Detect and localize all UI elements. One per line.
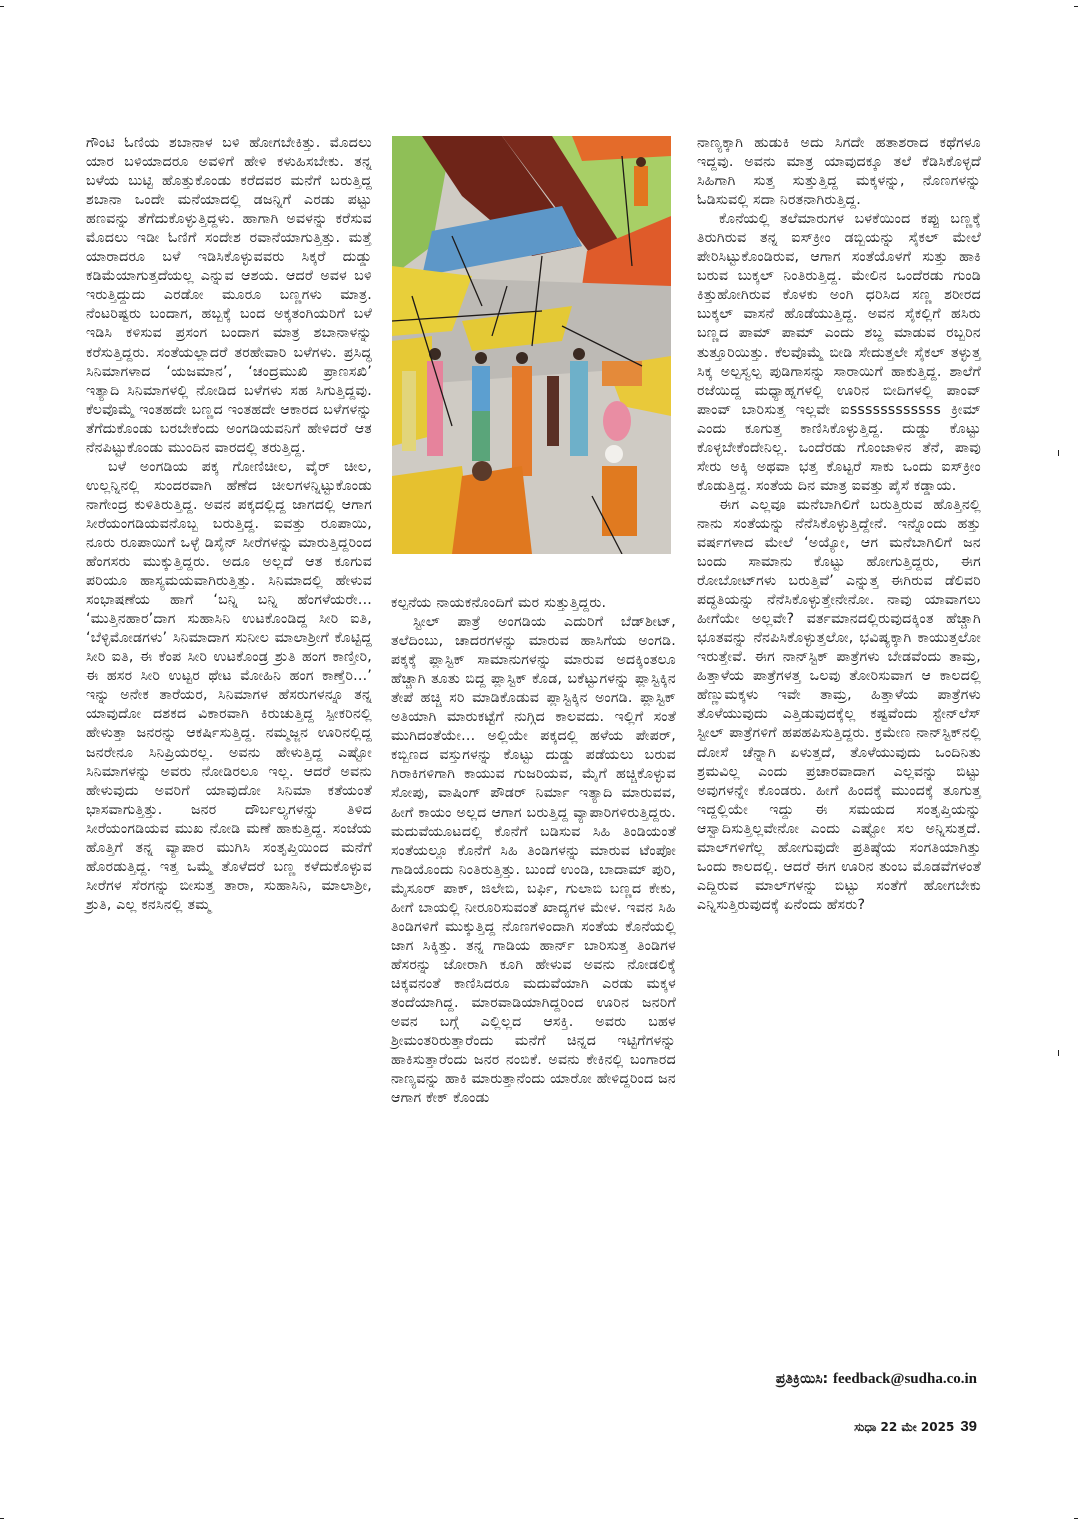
crop-mark-right-edge-2 <box>1058 1050 1059 1056</box>
crop-mark-top-right <box>1074 6 1078 7</box>
paragraph: ಕೊನೆಯಲ್ಲಿ ತಲೆಮಾರುಗಳ ಬಳಕೆಯಿಂದ ಕಪ್ಪು ಬಣ್ಣಕ್ಕೆ ತಿರುಗಿರುವ ತನ್ನ ಐಸ್‌ಕ್ರೀಂ ಡಬ್ಬಿಯನ್ನು ಸೈಕಲ್ ಮೇಲೆ ಪೇರಿಸಿಟ್ಟುಕೊಂಡಿರುವ, ಆಗಾಗ ಸಂತೆಯೊಳಗೆ ಸುತ್ತು ಹಾಕಿ ಬರುವ ಬುಕ್ಕಲ್ ನಿಂತಿರುತ್ತಿದ್ದ. ಮೇಲಿನ ಒಂದೆರಡು ಗುಂಡಿ ಕಿತ್ತುಹೋಗಿರುವ ಕೊಳಕು ಅಂಗಿ ಧರಿಸಿದ ಸಣ್ಣ ಶರೀರದ ಬುಕ್ಕಲ್ ವಾಸನೆ ಹೊಡೆಯುತ್ತಿದ್ದ. ಅವನ ಸೈಕಲ್ಲಿಗೆ ಹಸಿರು ಬಣ್ಣದ ಪಾಮ್ ಪಾಮ್ ಎಂದು ಶಬ್ದ ಮಾಡುವ ರಬ್ಬರಿನ ತುತ್ತೂರಿಯಿತ್ತು. ಕೆಲವೊಮ್ಮೆ ಬೀಡಿ ಸೇದುತ್ತಲೇ ಸೈಕಲ್ ತಳ್ಳುತ್ತ ಸಿಕ್ಕ ಅಲ್ಪಸ್ವಲ್ಪ ಪುಡಿಗಾಸನ್ನು ಸಾರಾಯಿಗೆ ಹಾಕುತ್ತಿದ್ದ. ಶಾಲೆಗೆ ರಜೆಯಿದ್ದ ಮಧ್ಯಾಹ್ನಗಳಲ್ಲಿ ಊರಿನ ಬೀದಿಗಳಲ್ಲಿ ಪಾಂವ್ ಪಾಂವ್ ಬಾರಿಸುತ್ತ ಇಲ್ಲವೇ ಐssssssssssss ಕ್ರೀಮ್ ಎಂದು ಕೂಗುತ್ತ ಕಾಣಿಸಿಕೊಳ್ಳುತ್ತಿದ್ದ. ದುಡ್ಡು ಕೊಟ್ಟು ಕೊಳ್ಳಬೇಕೆಂದೇನಿಲ್ಲ. ಒಂದೆರಡು ಗೊಂಜಾಳಿನ ತೆನೆ, ಪಾವು ಸೇರು ಅಕ್ಕಿ ಅಥವಾ ಭತ್ತ ಕೊಟ್ಟರೆ ಸಾಕು ಒಂದು ಐಸ್‌ಕ್ರೀಂ ಕೊಡುತ್ತಿದ್ದ. ಸಂತೆಯ ದಿನ ಮಾತ್ರ ಐವತ್ತು ಪೈಸೆ ಕಡ್ಡಾಯ. <box>697 211 981 494</box>
crop-mark-top-left <box>0 6 4 7</box>
market-illustration <box>392 136 671 554</box>
crop-mark-bottom-left <box>0 1518 4 1519</box>
paragraph: ಕಲ್ಪನೆಯ ನಾಯಕನೊಂದಿಗೆ ಮರ ಸುತ್ತುತ್ತಿದ್ದರು. <box>391 595 607 611</box>
crop-mark-right-edge <box>1058 450 1059 456</box>
publication-date: ಸುಧಾ 22 ಮೇ 2025 <box>854 1420 955 1434</box>
feedback-line <box>697 1371 977 1388</box>
article-column-middle <box>391 594 676 1108</box>
paragraph: ಸ್ಟೀಲ್ ಪಾತ್ರೆ ಅಂಗಡಿಯ ಎದುರಿಗೆ ಬೆಡ್‌ಶೀಟ್, ತಲೆದಿಂಬು, ಚಾದರಗಳನ್ನು ಮಾರುವ ಹಾಸಿಗೆಯ ಅಂಗಡಿ. ಪಕ್ಕಕ್ಕೆ ಪ್ಲಾಸ್ಟಿಕ್ ಸಾಮಾನುಗಳನ್ನು ಮಾರುವ ಅದಕ್ಕಿಂತಲೂ ಹೆಚ್ಚಾಗಿ ತೂತು ಬಿದ್ದ ಪ್ಲಾಸ್ಟಿಕ್ ಕೊಡ, ಬಕೆಟ್ಟುಗಳನ್ನು ಪ್ಲಾಸ್ಟಿಕ್ಕಿನ ತೇಪೆ ಹಚ್ಚಿ ಸರಿ ಮಾಡಿಕೊಡುವ ಪ್ಲಾಸ್ಟಿಕ್ಕಿನ ಅಂಗಡಿ. ಪ್ಲಾಸ್ಟಿಕ್ ಅತಿಯಾಗಿ ಮಾರುಕಟ್ಟೆಗೆ ನುಗ್ಗಿದ ಕಾಲವದು. ಇಲ್ಲಿಗೆ ಸಂತೆ ಮುಗಿದಂತೆಯೇ... ಅಲ್ಲಿಯೇ ಪಕ್ಕದಲ್ಲಿ ಹಳೆಯ ಪೇಪರ್, ಕಬ್ಬಿಣದ ವಸ್ತುಗಳನ್ನು ಕೊಟ್ಟು ದುಡ್ಡು ಪಡೆಯಲು ಬರುವ ಗಿರಾಕಿಗಳಿಗಾಗಿ ಕಾಯುವ ಗುಜರಿಯವ, ಮೈಗೆ ಹಚ್ಚಿಕೊಳ್ಳುವ ಸೋಪು, ವಾಷಿಂಗ್ ಪೌಡರ್ ನಿರ್ಮಾ ಇತ್ಯಾದಿ ಮಾರುವವ, ಹೀಗೆ ಕಾಯಂ ಅಲ್ಲದ ಆಗಾಗ ಬರುತ್ತಿದ್ದ ವ್ಯಾಪಾರಿಗಳಿರುತ್ತಿದ್ದರು. ಮದುವೆಯೂಟದಲ್ಲಿ ಕೊನೆಗೆ ಬಡಿಸುವ ಸಿಹಿ ತಿಂಡಿಯಂತೆ ಸಂತೆಯಲ್ಲೂ ಕೊನೆಗೆ ಸಿಹಿ ತಿಂಡಿಗಳನ್ನು ಮಾರುವ ಟೆಂಪೋ ಗಾಡಿಯೊಂದು ನಿಂತಿರುತ್ತಿತ್ತು. ಬುಂದೆ ಉಂಡಿ, ಬಾದಾಮ್ ಪುರಿ, ಮೈಸೂರ್ ಪಾಕ್, ಜಿಲೇಬಿ, ಬರ್ಫಿ, ಗುಲಾಬಿ ಬಣ್ಣದ ಕೇಕು, ಹೀಗೆ ಬಾಯಲ್ಲಿ ನೀರೂರಿಸುವಂತೆ ಖಾದ್ಯಗಳ ಮೇಳ. ಇವನ ಸಿಹಿ ತಿಂಡಿಗಳಿಗೆ ಮುಕ್ಕುತ್ತಿದ್ದ ನೊಣಗಳಿಂದಾಗಿ ಸಂತೆಯ ಕೊನೆಯಲ್ಲಿ ಜಾಗ ಸಿಕ್ಕಿತ್ತು. ತನ್ನ ಗಾಡಿಯ ಹಾರ್ನ್ ಬಾರಿಸುತ್ತ ತಿಂಡಿಗಳ ಹೆಸರನ್ನು ಜೋರಾಗಿ ಕೂಗಿ ಹೇಳುವ ಅವನು ನೋಡಲಿಕ್ಕೆ ಚಿಕ್ಕವನಂತೆ ಕಾಣಿಸಿದರೂ ಮದುವೆಯಾಗಿ ಎರಡು ಮಕ್ಕಳ ತಂದೆಯಾಗಿದ್ದ. ಮಾರವಾಡಿಯಾಗಿದ್ದರಿಂದ ಊರಿನ ಜನರಿಗೆ ಅವನ ಬಗ್ಗೆ ಎಲ್ಲಿಲ್ಲದ ಆಸಕ್ತಿ. ಅವರು ಬಹಳ ಶ್ರೀಮಂತರಿರುತ್ತಾರೆಂದು ಮನೆಗೆ ಚಿನ್ನದ ಇಟ್ಟಿಗೆಗಳನ್ನು ಹಾಕಿಸುತ್ತಾರೆಂದು ಜನರ ನಂಬಿಕೆ. ಅವನು ಕೇಕಿನಲ್ಲಿ ಬಂಗಾರದ ನಾಣ್ಯವನ್ನು ಹಾಕಿ ಮಾರುತ್ತಾನೆಂದು ಯಾರೋ ಹೇಳಿದ್ದರಿಂದ ಜನ ಆಗಾಗ ಕೇಕ್ ಕೊಂಡು <box>391 614 676 1107</box>
illustration-painting <box>392 136 671 554</box>
article-column-right <box>697 134 981 915</box>
feedback-label: ಪ್ರತಿಕ್ರಿಯಿಸಿ: <box>775 1371 829 1387</box>
page-number: 39 <box>960 1418 977 1435</box>
article-column-left <box>86 134 372 915</box>
feedback-email-link[interactable]: feedback@sudha.co.in <box>833 1371 977 1387</box>
paragraph: ಈಗ ಎಲ್ಲವೂ ಮನೆಬಾಗಿಲಿಗೆ ಬರುತ್ತಿರುವ ಹೊತ್ತಿನಲ್ಲಿ ನಾನು ಸಂತೆಯನ್ನು ನೆನೆಸಿಕೊಳ್ಳುತ್ತಿದ್ದೇನೆ. ಇನ್ನೊಂದು ಹತ್ತು ವರ್ಷಗಳಾದ ಮೇಲೆ ‘ಅಯ್ಯೋ, ಆಗ ಮನೆಬಾಗಿಲಿಗೆ ಜನ ಬಂದು ಸಾಮಾನು ಕೊಟ್ಟು ಹೋಗುತ್ತಿದ್ದರು, ಈಗ ರೋಬೋಟ್‌ಗಳು ಬರುತ್ತಿವೆ’ ಎನ್ನುತ್ತ ಈಗಿರುವ ಡೆಲಿವರಿ ಪದ್ಧತಿಯನ್ನು ನೆನೆಸಿಕೊಳ್ಳುತ್ತೇನೇನೋ. ನಾವು ಯಾವಾಗಲು ಹೀಗೆಯೇ ಅಲ್ಲವೇ? ವರ್ತಮಾನದಲ್ಲಿರುವುದಕ್ಕಿಂತ ಹೆಚ್ಚಾಗಿ ಭೂತವನ್ನು ನೆನಪಿಸಿಕೊಳ್ಳುತ್ತಲೋ, ಭವಿಷ್ಯಕ್ಕಾಗಿ ಕಾಯುತ್ತಲೋ ಇರುತ್ತೇವೆ. ಈಗ ನಾನ್‌ಸ್ಟಿಕ್ ಪಾತ್ರೆಗಳು ಬೇಡವೆಂದು ತಾಮ್ರ, ಹಿತ್ತಾಳೆಯ ಪಾತ್ರೆಗಳತ್ತ ಒಲವು ತೋರಿಸುವಾಗ ಆ ಕಾಲದಲ್ಲಿ ಹೆಣ್ಣುಮಕ್ಕಳು ಇವೇ ತಾಮ್ರ, ಹಿತ್ತಾಳೆಯ ಪಾತ್ರೆಗಳು ತೊಳೆಯುವುದು ಎತ್ತಿಡುವುದಕ್ಕೆಲ್ಲ ಕಷ್ಟವೆಂದು ಸ್ಟೇನ್‌ಲೆಸ್ ಸ್ಟೀಲ್ ಪಾತ್ರೆಗಳಿಗೆ ಹಪಹಪಿಸುತ್ತಿದ್ದರು. ಕ್ರಮೇಣ ನಾನ್‌ಸ್ಟಿಕ್‌ನಲ್ಲಿ ದೋಸೆ ಚೆನ್ನಾಗಿ ಏಳುತ್ತದೆ, ತೊಳೆಯುವುದು ಒಂದಿನಿತು ಶ್ರಮವಿಲ್ಲ ಎಂದು ಪ್ರಚಾರವಾದಾಗ ಎಲ್ಲವನ್ನು ಬಿಟ್ಟು ಅವುಗಳನ್ನೇ ಕೊಂಡರು. ಹೀಗೆ ಹಿಂದಕ್ಕೆ ಮುಂದಕ್ಕೆ ತೂಗುತ್ತ ಇದ್ದಲ್ಲಿಯೇ ಇದ್ದು ಈ ಸಮಯದ ಸಂತೃಪ್ತಿಯನ್ನು ಆಸ್ವಾದಿಸುತ್ತಿಲ್ಲವೇನೋ ಎಂದು ಎಷ್ಟೋ ಸಲ ಅನ್ನಿಸುತ್ತದೆ. ಮಾಲ್‌ಗಳಿಗೆಲ್ಲ ಹೋಗುವುದೇ ಪ್ರತಿಷ್ಠೆಯ ಸಂಗತಿಯಾಗಿತ್ತು ಒಂದು ಕಾಲದಲ್ಲಿ. ಆದರೆ ಈಗ ಊರಿನ ತುಂಬ ಮೊಡವೆಗಳಂತೆ ಎದ್ದಿರುವ ಮಾಲ್‌ಗಳನ್ನು ಬಿಟ್ಟು ಸಂತೆಗೆ ಹೋಗಬೇಕು ಎನ್ನಿಸುತ್ತಿರುವುದಕ್ಕೆ ಏನೆಂದು ಹೆಸರು? <box>697 496 981 913</box>
paragraph: ಬಳೆ ಅಂಗಡಿಯ ಪಕ್ಕ ಗೋಣಿಚೀಲ, ವೈರ್ ಚೀಲ, ಉಲ್ಲನ್ನಿನಲ್ಲಿ ಸುಂದರವಾಗಿ ಹೆಣೆದ ಚೀಲಗಳನ್ನಿಟ್ಟುಕೊಂಡು ನಾಗೇಂದ್ರ ಕುಳಿತಿರುತ್ತಿದ್ದ. ಅವನ ಪಕ್ಕದಲ್ಲಿದ್ದ ಜಾಗದಲ್ಲಿ ಆಗಾಗ ಸೀರೆಯಂಗಡಿಯವನೊಬ್ಬ ಬರುತ್ತಿದ್ದ. ಐವತ್ತು ರೂಪಾಯಿ, ನೂರು ರೂಪಾಯಿಗೆ ಒಳ್ಳೆ ಡಿಸೈನ್ ಸೀರೆಗಳನ್ನು ಮಾರುತ್ತಿದ್ದರಿಂದ ಹೆಂಗಸರು ಮುಕ್ಕುತ್ತಿದ್ದರು. ಅದೂ ಅಲ್ಲದೆ ಆತ ಕೂಗುವ ಪರಿಯೂ ಹಾಸ್ಯಮಯವಾಗಿರುತ್ತಿತ್ತು. ಸಿನಿಮಾದಲ್ಲಿ ಹೇಳುವ ಸಂಭಾಷಣೆಯ ಹಾಗೆ ‘ಬನ್ನಿ ಬನ್ನಿ ಹೆಂಗಳೆಯರೇ... ‘ಮುತ್ತಿನಹಾರ’ದಾಗ ಸುಹಾಸಿನಿ ಉಟಕೊಂಡಿದ್ದ ಸೀರಿ ಐತಿ, ‘ಬೆಳ್ಳಿಮೋಡಗಳು’ ಸಿನಿಮಾದಾಗ ಸುನೀಲ ಮಾಲಾಶ್ರೀಗೆ ಕೊಟ್ಟಿದ್ದ ಸೀರಿ ಐತಿ, ಈ ಕೆಂಪ ಸೀರಿ ಉಟಕೊಂಡ್ರ ಶ್ರುತಿ ಹಂಗ ಕಾಣ್ತೀರಿ, ಈ ಹಸರ ಸೀರಿ ಉಟ್ಟರ ಥೇಟ ಮೋಹಿನಿ ಹಂಗ ಕಾಣ್ತೆರಿ...’ ಇನ್ನು ಅನೇಕ ತಾರೆಯರ, ಸಿನಿಮಾಗಳ ಹೆಸರುಗಳನ್ನೂ ತನ್ನ ಯಾವುದೋ ದಶಕದ ವಿಕಾರವಾಗಿ ಕಿರುಚುತ್ತಿದ್ದ ಸ್ಪೀಕರಿನಲ್ಲಿ ಹೇಳುತ್ತಾ ಜನರನ್ನು ಆಕರ್ಷಿಸುತ್ತಿದ್ದ. ನಮ್ಮಜ್ಜನ ಊರಿನಲ್ಲಿದ್ದ ಜನರೇನೂ ಸಿನಿಪ್ರಿಯರಲ್ಲ. ಅವನು ಹೇಳುತ್ತಿದ್ದ ಎಷ್ಟೋ ಸಿನಿಮಾಗಳನ್ನು ಅವರು ನೋಡಿರಲೂ ಇಲ್ಲ. ಆದರೆ ಅವನು ಹೇಳುವುದು ಅವರಿಗೆ ಯಾವುದೋ ಸಿನಿಮಾ ಕತೆಯಂತೆ ಭಾಸವಾಗುತ್ತಿತ್ತು. ಜನರ ದೌರ್ಬಲ್ಯಗಳನ್ನು ತಿಳಿದ ಸೀರೆಯಂಗಡಿಯವ ಮುಖ ನೋಡಿ ಮಣೆ ಹಾಕುತ್ತಿದ್ದ. ಸಂಜೆಯ ಹೊತ್ತಿಗೆ ತನ್ನ ವ್ಯಾಪಾರ ಮುಗಿಸಿ ಸಂತೃಪ್ತಿಯಿಂದ ಮನೆಗೆ ಹೊರಡುತ್ತಿದ್ದ. ಇತ್ತ ಒಮ್ಮೆ ತೊಳೆದರೆ ಬಣ್ಣ ಕಳೆದುಕೊಳ್ಳುವ ಸೀರೆಗಳ ಸೆರಗನ್ನು ಬೀಸುತ್ತ ತಾರಾ, ಸುಹಾಸಿನಿ, ಮಾಲಾಶ್ರೀ, ಶ್ರುತಿ, ಎಲ್ಲ ಕನಸಿನಲ್ಲಿ ತಮ್ಮ <box>86 458 372 913</box>
paragraph: ಗೌಂಟಿ ಓಣಿಯ ಶಬಾನಾಳ ಬಳಿ ಹೋಗಬೇಕಿತ್ತು. ಮೊದಲು ಯಾರ ಬಳಿಯಾದರೂ ಅವಳಿಗೆ ಹೇಳಿ ಕಳುಹಿಸಬೇಕು. ತನ್ನ ಬಳೆಯ ಬುಟ್ಟಿ ಹೊತ್ತುಕೊಂಡು ಕರೆದವರ ಮನೆಗೆ ಬರುತ್ತಿದ್ದ ಶಬಾನಾ ಒಂದೇ ಮನೆಯಾದಲ್ಲಿ ಡಜನ್ನಿಗೆ ಎರಡು ಪಟ್ಟು ಹಣವನ್ನು ತೆಗೆದುಕೊಳ್ಳುತ್ತಿದ್ದಳು. ಹಾಗಾಗಿ ಅವಳನ್ನು ಕರೆಸುವ ಮೊದಲು ಇಡೀ ಓಣಿಗೆ ಸಂದೇಶ ರವಾನೆಯಾಗುತ್ತಿತ್ತು. ಮತ್ತೆ ಯಾರಾದರೂ ಬಳೆ ಇಡಿಸಿಕೊಳ್ಳುವವರು ಸಿಕ್ಕರೆ ದುಡ್ಡು ಕಡಿಮೆಯಾಗುತ್ತದೆಯಲ್ಲ ಎನ್ನುವ ಆಶಯ. ಆದರೆ ಅವಳ ಬಳಿ ಇರುತ್ತಿದ್ದುದು ಎರಡೋ ಮೂರೂ ಬಣ್ಣಗಳು ಮಾತ್ರ. ನೆಂಟರಿಷ್ಟರು ಬಂದಾಗ, ಹಬ್ಬಕ್ಕೆ ಬಂದ ಅಕ್ಕತಂಗಿಯರಿಗೆ ಬಳೆ ಇಡಿಸಿ ಕಳಿಸುವ ಪ್ರಸಂಗ ಬಂದಾಗ ಮಾತ್ರ ಶಬಾನಾಳನ್ನು ಕರೆಸುತ್ತಿದ್ದರು. ಸಂತೆಯಲ್ಲಾದರೆ ತರಹೇವಾರಿ ಬಳೆಗಳು. ಪ್ರಸಿದ್ಧ ಸಿನಿಮಾಗಳಾದ ‘ಯಜಮಾನ’, ‘ಚಂದ್ರಮುಖಿ ಪ್ರಾಣಸಖಿ’ ಇತ್ಯಾದಿ ಸಿನಿಮಾಗಳಲ್ಲಿ ನೋಡಿದ ಬಳೆಗಳು ಸಹ ಸಿಗುತ್ತಿದ್ದವು. ಕೆಲವೊಮ್ಮೆ ಇಂತಹದೇ ಬಣ್ಣದ ಇಂತಹದೇ ಆಕಾರದ ಬಳೆಗಳನ್ನು ತೆಗೆದುಕೊಂಡು ಬರಬೇಕೆಂದು ಅಂಗಡಿಯವನಿಗೆ ಹೇಳಿದರೆ ಆತ ನೆನಪಿಟ್ಟುಕೊಂಡು ಮುಂದಿನ ವಾರದಲ್ಲಿ ತರುತ್ತಿದ್ದ. <box>86 135 372 456</box>
crop-mark-bottom-right <box>1074 1518 1078 1519</box>
paragraph: ನಾಣ್ಯಕ್ಕಾಗಿ ಹುಡುಕಿ ಅದು ಸಿಗದೇ ಹತಾಶರಾದ ಕಥೆಗಳೂ ಇದ್ದವು. ಅವನು ಮಾತ್ರ ಯಾವುದಕ್ಕೂ ತಲೆ ಕೆಡಿಸಿಕೊಳ್ಳದೆ ಸಿಹಿಗಾಗಿ ಸುತ್ತ ಸುತ್ತುತ್ತಿದ್ದ ಮಕ್ಕಳನ್ನು, ನೊಣಗಳನ್ನು ಓಡಿಸುವಲ್ಲಿ ಸದಾ ನಿರತನಾಗಿರುತ್ತಿದ್ದ. <box>697 135 981 209</box>
page-footer <box>697 1418 977 1435</box>
